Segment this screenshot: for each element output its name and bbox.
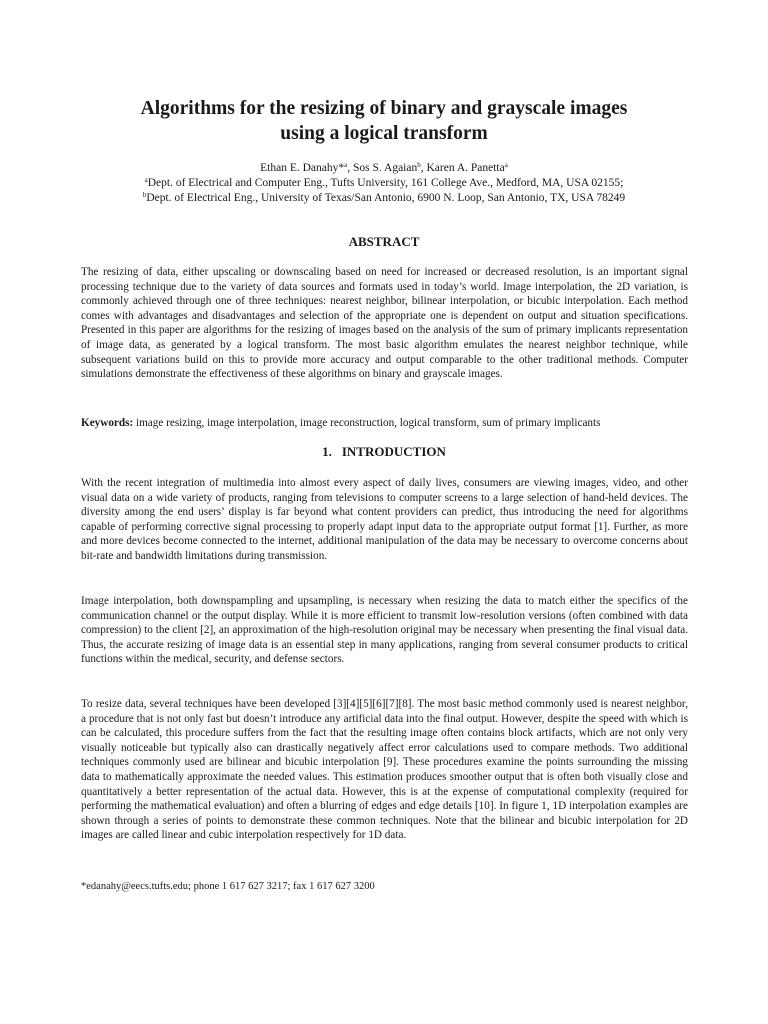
paper-title xyxy=(60,96,708,146)
affiliation-b-text: Dept. of Electrical Eng., University of Texas/San Antonio, 6900 N. Loop, San Antonio, TX, USA 78249 xyxy=(146,192,626,204)
title-line-2: using a logical transform xyxy=(280,123,488,144)
affiliation-b xyxy=(60,191,708,205)
author-2-affil-mark: b xyxy=(417,161,421,169)
section-number: 1. xyxy=(322,444,332,459)
title-line-1: Algorithms for the resizing of binary and grayscale images xyxy=(140,98,628,119)
intro-paragraph-2: Image interpolation, both downspampling and upsampling, is necessary when resizing the data to match either the specifics of the communication channel or the output display. While it is more efficient to transmit low-resolution versions (often combined with data compression) to the client [2], an approximation of the high-resolution original may be necessary when presenting the final visual data. Thus, the accurate resizing of image data is an essential step in many applications, ranging from several consumer products to critical functions within the medical, security, and defense sectors. xyxy=(81,595,688,666)
keywords xyxy=(81,416,688,431)
intro-paragraph-3: To resize data, several techniques have been developed [3][4][5][6][7][8]. The most basic method commonly used is nearest neighbor, a procedure that is not only fast but doesn’t introduce any artificial data into the final output. However, despite the speed with which is can be calculated, this procedure suffers from the fact that the resulting image often contains block artifacts, which are not only very visually noticeable but typically also can drastically negatively affect error calculations used to compare methods. Two additional techniques commonly used are bilinear and bicubic interpolation [9]. These procedures examine the points surrounding the missing data to mathematically approximate the needed values. This estimation produces smoother output that is often both visually close and quantitatively a better representation of the actual data. However, this is at the expense of computational complexity (required for performing the mathematical evaluation) and often a blurring of edges and edge details [10]. In figure 1, 1D interpolation examples are shown through a series of points to demonstrate these common techniques. Note that the bilinear and bicubic interpolation for 2D images are called linear and cubic interpolation respectively for 1D data. xyxy=(81,698,688,842)
author-list xyxy=(60,161,708,175)
abstract-body: The resizing of data, either upscaling or downscaling based on need for increased or decreased resolution, is an important signal processing technique due to the variety of data sources and formats used in today’s world. Image interpolation, the 2D variation, is commonly achieved through one of three techniques: nearest neighbor, bilinear interpolation, or bicubic interpolation. Each method comes with advantages and disadvantages and selection of the appropriate one is dependent on output and situation specifications. Presented in this paper are algorithms for the resizing of images based on the analysis of the sum of primary implicants representation of image data, as generated by a logical transform. The most basic algorithm emulates the nearest neighbor technique, while subsequent variations build on this to provide more accuracy and output comparable to the other traditional methods. Computer simulations demonstrate the effectiveness of these algorithms on binary and grayscale images. xyxy=(81,266,688,381)
keywords-label: Keywords: xyxy=(81,417,134,429)
affiliation-a xyxy=(60,176,708,190)
section-heading-introduction xyxy=(60,444,708,460)
abstract-heading: ABSTRACT xyxy=(348,234,420,249)
author-1-affil-mark: a xyxy=(344,161,348,169)
author-2: , Sos S. Agaian xyxy=(347,162,418,174)
keywords-text: image resizing, image interpolation, image reconstruction, logical transform, sum of primary implicants xyxy=(133,417,601,429)
author-3-affil-mark: a xyxy=(504,161,508,169)
affiliation-b-mark: b xyxy=(142,191,147,199)
affiliation-a-text: Dept. of Electrical and Computer Eng., Tufts University, 161 College Ave., Medford, MA, USA 02155; xyxy=(147,177,624,189)
corresponding-author-footnote: *edanahy@eecs.tufts.edu; phone 1 617 627 3217; fax 1 617 627 3200 xyxy=(81,881,375,892)
intro-paragraph-1: With the recent integration of multimedia into almost every aspect of daily lives, consumers are viewing images, video, and other visual data on a wide variety of products, ranging from televisions to computer screens to a large selection of hand-held devices. The diversity among the end users’ display is far beyond what content providers can predict, thus introducing the need for algorithms capable of performing corrective signal processing to properly adapt input data to the appropriate output format [1]. Further, as more and more devices become connected to the internet, additional manipulation of the data may be necessary to overcome concerns about bit-rate and bandwidth limitations during transmission. xyxy=(81,477,688,562)
author-3: , Karen A. Panetta xyxy=(420,162,505,174)
section-title: INTRODUCTION xyxy=(341,444,446,459)
author-1: Ethan E. Danahy* xyxy=(260,162,345,174)
affiliation-a-mark: a xyxy=(144,176,148,184)
